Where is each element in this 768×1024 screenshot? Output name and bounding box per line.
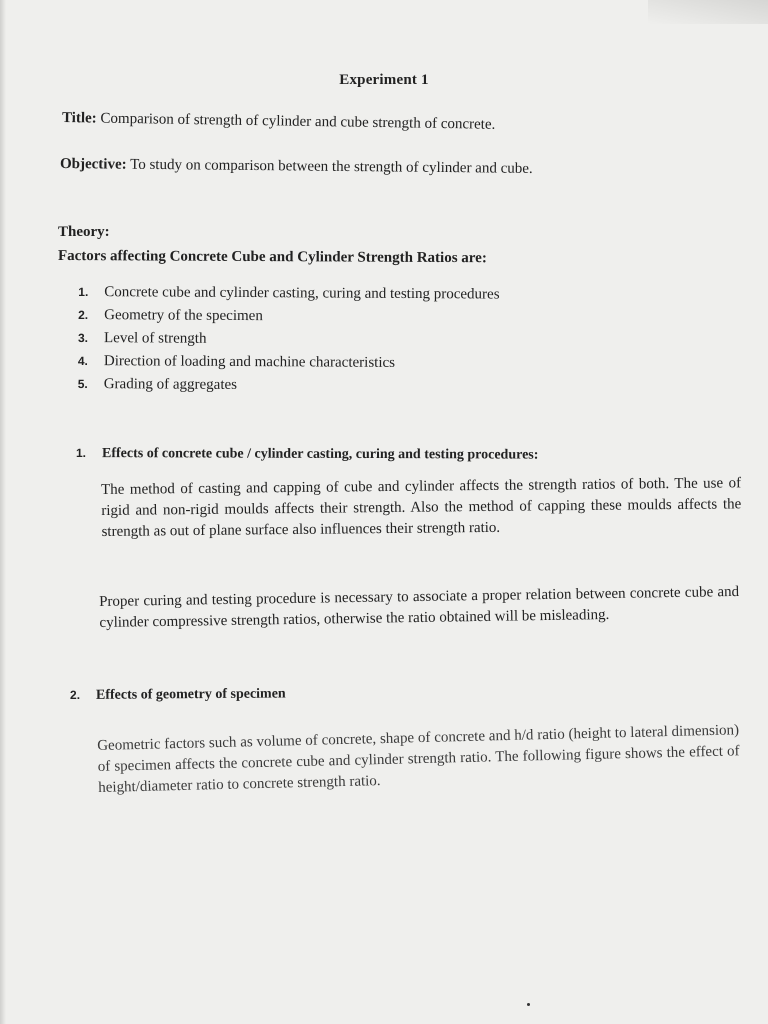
objective-line (60, 156, 533, 178)
section2-heading-text: Effects of geometry of specimen (95, 686, 286, 703)
section2-paragraph: Geometric factors such as volume of concrete, shape of concrete and h/d ratio (height to lateral dimension) of specimen affects the concrete cube and cylinder strength ratio. The following figure shows the effect of height/diameter ratio to concrete strength ratio. (97, 722, 740, 796)
section1-paragraph-2: Proper curing and testing procedure is necessary to associate a proper relation between concrete cube and cylinder compressive strength ratios, otherwise the ratio obtained will be misleading. (99, 583, 740, 631)
section2-heading (70, 686, 286, 704)
factor-text: Concrete cube and cylinder casting, curing and testing procedures (104, 284, 500, 303)
objective-label: Objective: (59, 156, 127, 173)
factor-text: Level of strength (103, 330, 207, 347)
title-label: Title: (61, 110, 97, 127)
factor-item (78, 376, 499, 402)
section1-paragraph-1: The method of casting and capping of cube and cylinder affects the strength ratios of both. The use of rigid and non-rigid moulds affects their strength. Also the method of capping these moulds affects the strength as out of plane surface also influences their strength ratio. (101, 475, 742, 540)
factor-text: Grading of aggregates (103, 376, 238, 393)
section2-number: 2. (69, 687, 81, 702)
factor-number: 5. (77, 376, 88, 392)
section1-heading (76, 446, 538, 464)
theory-heading: Theory: (58, 224, 110, 240)
page-edge-shadow (648, 0, 768, 24)
factor-item (78, 284, 499, 310)
paper-speck (527, 1003, 530, 1006)
factor-item (78, 330, 499, 356)
title-text: Comparison of strength of cylinder and cube strength of concrete. (100, 110, 496, 133)
factor-number: 2. (78, 308, 89, 323)
factor-item (78, 353, 499, 379)
section1-heading-text: Effects of concrete cube / cylinder casting, curing and testing procedures: (101, 446, 539, 463)
objective-text: To study on comparison between the strength of cylinder and cube. (130, 156, 533, 177)
factor-text: Geometry of the specimen (104, 307, 263, 325)
factors-list (78, 284, 500, 402)
experiment-heading: Experiment 1 (339, 72, 429, 88)
factor-number: 4. (77, 353, 88, 369)
factor-number: 1. (78, 285, 89, 300)
factor-item (78, 307, 499, 333)
factor-text: Direction of loading and machine characteristics (103, 353, 396, 371)
factors-heading: Factors affecting Concrete Cube and Cylinder Strength Ratios are: (57, 248, 487, 267)
factor-number: 3. (77, 331, 89, 346)
title-line (62, 110, 496, 134)
section1-number: 1. (75, 446, 87, 461)
